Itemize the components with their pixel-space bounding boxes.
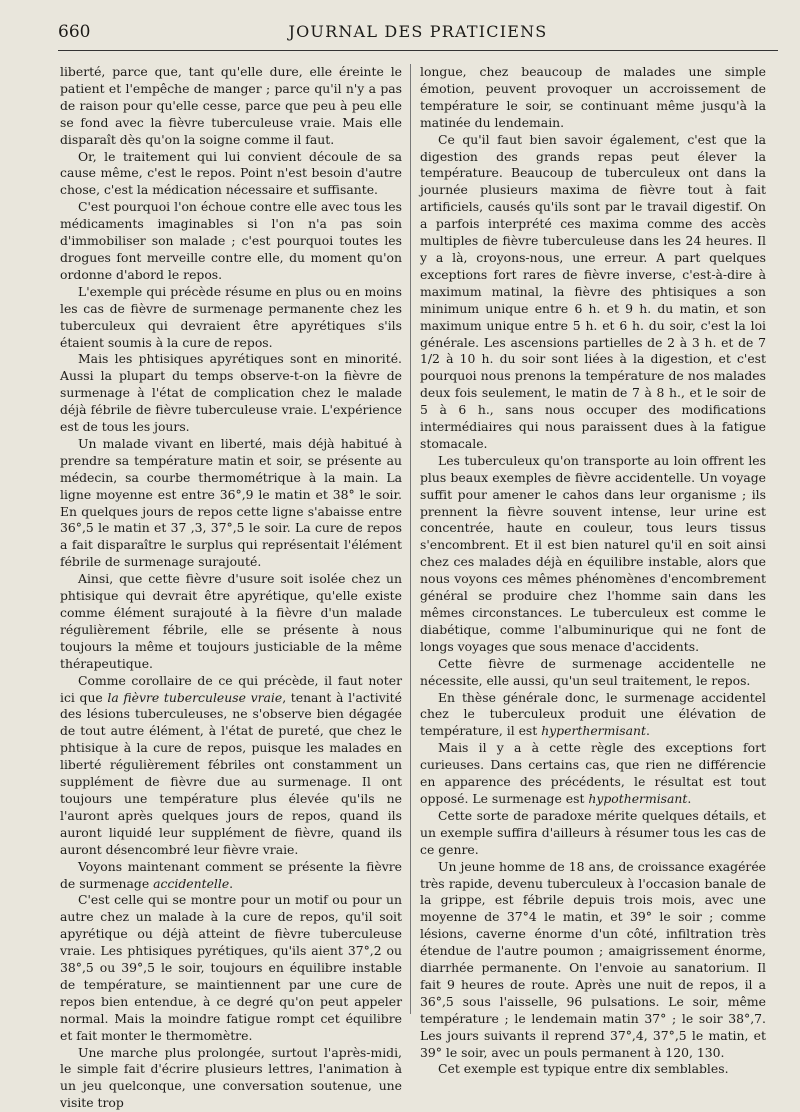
italic-text: la fièvre tuberculeuse vraie	[107, 689, 283, 705]
paragraph	[420, 859, 766, 1062]
page-number: 660	[58, 22, 91, 42]
paragraph	[60, 571, 402, 672]
left-column	[60, 64, 402, 1112]
paragraph	[60, 149, 402, 200]
running-header	[58, 20, 778, 51]
text-run: Les tuberculeux qu'on transporte au loin offrent les plus beaux exemples de fièvre accidentelle. Un voyage suffit pour amener le cahos dans leur organisme ; ils prennent la fièvre souvent intense, leur urine est concentrée, haute en couleur, tous leurs tissus s'encombrent. Et il est bien naturel qu'il en soit ainsi chez ces malades déjà en équilibre instable, alors que nous voyons ces mêmes phénomènes d'encombrement général se produire chez l'homme sain dans les mêmes circonstances. Le tuberculeux est comme le diabétique, comme l'albuminurique qui ne font de longs voyages que sous menace d'accidents.	[420, 452, 766, 654]
text-run: .	[687, 790, 692, 806]
text-run: Ainsi, que cette fièvre d'usure soit isolée chez un phtisique qui devrait être apyrétique, qu'elle existe comme élément surajouté à la fièvre d'un malade régulièrement fébrile, elle se présente à nous toujours la même et toujours justiciable de la même thérapeutique.	[60, 571, 402, 671]
paragraph	[60, 673, 402, 859]
paragraph	[420, 453, 766, 656]
paragraph	[60, 436, 402, 571]
paragraph	[420, 740, 766, 808]
text-run: Ce qu'il faut bien savoir également, c'est que la digestion des grands repas peut élever la température. Beaucoup de tuberculeux ont dans la journée plusieurs maxima de fièvre tout à fait artificiels, causés qu'ils sont par le travail digestif. On a parfois interprété ces maxima comme des accès multiples de fièvre tuberculeuse dans les 24 heures. Il y a là, croyons-nous, une erreur. A part quelques exceptions fort rares de fièvre inverse, c'est-à-dire à maximum matinal, la fièvre des phtisiques a son minimum unique entre 6 h. et 9 h. du matin, et son maximum unique entre 5 h. et 6 h. du soir, c'est la loi générale. Les ascensions partielles de 2 à 3 h. et de 7 1/2 à 10 h. du soir sont liées à la digestion, et c'est pourquoi nous prenons la température de nos malades deux fois seulement, le matin de 7 à 8 h., et le soir de 5 à 6 h., sans nous occuper des modifications intermédiaires qui nous paraissent dues à la fatigue stomacale.	[420, 131, 766, 451]
text-run: Mais il y a à cette règle des exceptions fort curieuses. Dans certains cas, que rien ne différencie en apparence des précédents, le résultat est tout opposé. Le surmenage est	[420, 740, 766, 806]
paragraph	[420, 132, 766, 453]
paragraph	[60, 1045, 402, 1112]
text-run: Cet exemple est typique entre dix semblables.	[438, 1061, 729, 1077]
text-run: .	[229, 875, 234, 891]
italic-text: hypothermisant	[588, 790, 688, 806]
paragraph	[420, 656, 766, 690]
text-run: longue, chez beaucoup de malades une simple émotion, peuvent provoquer un accroissement de température le soir, se continuant même jusqu'à la matinée du lendemain.	[420, 64, 766, 130]
column-divider	[410, 64, 411, 1014]
text-run: Cette fièvre de surmenage accidentelle ne nécessite, elle aussi, qu'un seul traitement, le repos.	[420, 655, 766, 688]
text-run: C'est celle qui se montre pour un motif ou pour un autre chez un malade à la cure de repos, qu'il soit apyrétique ou déjà atteint de fièvre tuberculeuse vraie. Les phtisiques pyrétiques, qu'ils aient 37°,2 ou 38°,5 ou 39°,5 le soir, toujours en équilibre instable de température, se maintiennent par une cure de repos bien entendue, à ce degré qu'on peut appeler normal. Mais la moindre fatigue rompt cet équilibre et fait monter le thermomètre.	[60, 892, 402, 1043]
text-run: Un malade vivant en liberté, mais déjà habitué à prendre sa température matin et soir, se présente au médecin, sa courbe thermométrique à la main. La ligne moyenne est entre 36°,9 le matin et 38° le soir. En quelques jours de repos cette ligne s'abaisse entre 36°,5 le matin et 37 ,3, 37°,5 le soir. La cure de repos a fait disparaître le surplus qui représentait l'élément fébrile de surmenage surajouté.	[60, 435, 402, 570]
text-run: Un jeune homme de 18 ans, de croissance exagérée très rapide, devenu tuberculeux à l'occasion banale de la grippe, est fébrile depuis trois mois, avec une moyenne de 37°4 le matin, et 39° le soir ; comme lésions, caverne énorme d'un côté, infiltration très étendue de l'autre poumon ; amaigrissement énorme, diarrhée permanente. On l'envoie au sanatorium. Il fait 9 heures de route. Après une nuit de repos, il a 36°,5 sous l'aisselle, 96 pulsations. Le soir, même température ; le lendemain matin 37° ; le soir 38°,7. Les jours suivants il reprend 37°,4, 37°,5 le matin, et 39° le soir, avec un pouls permanent à 120, 130.	[420, 858, 766, 1060]
text-run: Mais les phtisiques apyrétiques sont en minorité. Aussi la plupart du temps observe-t-on la fièvre de surmenage à l'état de complication chez le malade déjà fébrile de fièvre tuberculeuse vraie. L'expérience est de tous les jours.	[60, 351, 402, 435]
paragraph	[60, 64, 402, 149]
italic-text: accidentelle	[153, 875, 230, 891]
paragraph	[60, 284, 402, 352]
text-run: .	[646, 723, 650, 739]
text-run: Une marche plus prolongée, surtout l'après-midi, le simple fait d'écrire plusieurs lettres, l'animation à un jeu quelconque, une conversation soutenue, une visite trop	[60, 1044, 402, 1111]
paragraph	[60, 351, 402, 436]
text-run: liberté, parce que, tant qu'elle dure, elle éreinte le patient et l'empêche de manger ; parce qu'il n'y a pas de raison pour qu'elle cesse, parce que peu à peu elle se fond avec la fièvre tuberculeuse vraie. Mais elle disparaît dès qu'on la soigne comme il faut.	[60, 64, 402, 147]
text-run: Voyons maintenant comment se présente la fièvre de surmenage	[60, 858, 402, 891]
right-column	[420, 64, 766, 1078]
text-run: L'exemple qui précède résume en plus ou en moins les cas de fièvre de surmenage permanente chez les tuberculeux qui devraient être apyrétiques s'ils étaient soumis à la cure de repos.	[60, 283, 402, 350]
paragraph	[420, 690, 766, 741]
text-run: , tenant à l'activité des lésions tuberculeuses, ne s'observe bien dégagée de tout autre élément, à l'état de pureté, que chez le phtisique à la cure de repos, puisque les malades en liberté régulièrement fébriles ont constamment un supplément de fièvre due au surmenage. Il ont toujours une température plus élevée qu'ils ne l'auront après quelques jours de repos, quand ils auront liquidé leur supplément de fièvre, quand ils auront désencombré leur fièvre vraie.	[60, 689, 402, 857]
paragraph	[60, 859, 402, 893]
paragraph	[420, 808, 766, 859]
paragraph	[420, 64, 766, 132]
journal-title: JOURNAL DES PRATICIENS	[288, 22, 548, 41]
text-run: Cette sorte de paradoxe mérite quelques détails, et un exemple suffira d'ailleurs à résumer tous les cas de ce genre.	[420, 807, 766, 857]
text-run: Comme corollaire de ce qui précède, il faut noter ici que	[60, 672, 402, 705]
text-run: En thèse générale donc, le surmenage accidentel chez le tuberculeux produit une élévation de température, il est	[420, 689, 766, 739]
text-run: Or, le traitement qui lui convient découle de sa cause même, c'est le repos. Point n'est besoin d'autre chose, c'est la médication nécessaire et suffisante.	[60, 148, 402, 198]
italic-text: hyperthermisant	[541, 723, 647, 739]
text-run: C'est pourquoi l'on échoue contre elle avec tous les médicaments imaginables si l'on n'a pas soin d'immobiliser son malade ; c'est pourquoi toutes les drogues font merveille contre elle, du moment qu'on ordonne d'abord le repos.	[60, 199, 402, 282]
paragraph	[420, 1061, 766, 1078]
paragraph	[60, 892, 402, 1044]
paragraph	[60, 199, 402, 284]
